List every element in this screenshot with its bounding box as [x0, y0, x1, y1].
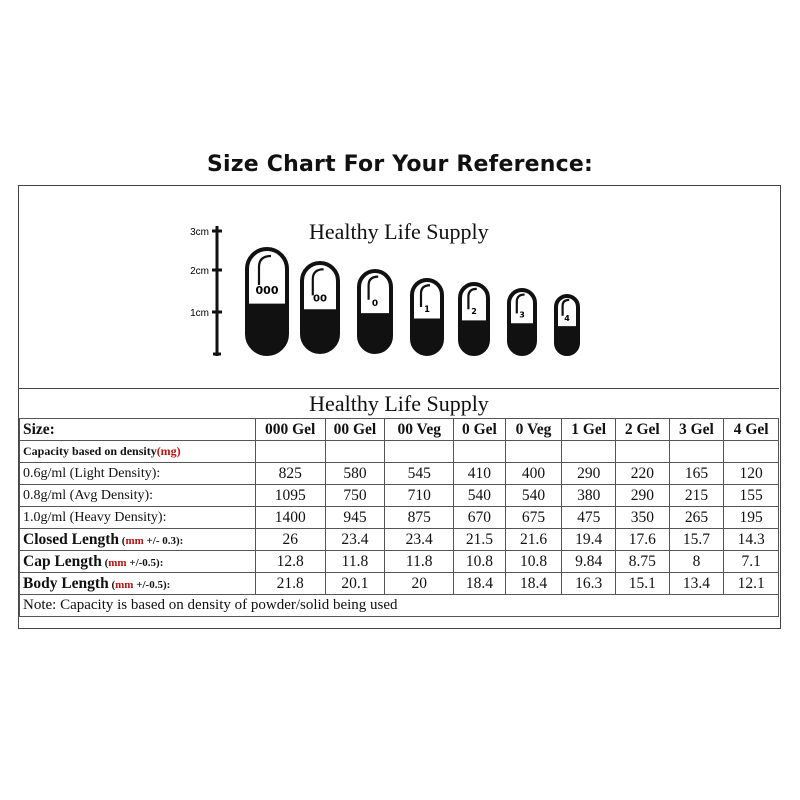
column-header: 00 Gel	[325, 419, 385, 441]
table-cell: 945	[325, 507, 385, 529]
row-label: 0.8g/ml (Avg Density):	[20, 485, 256, 507]
empty-cell	[325, 441, 385, 463]
capsule-000	[247, 249, 287, 354]
table-cell: 750	[325, 485, 385, 507]
empty-cell	[724, 441, 779, 463]
column-header: 1 Gel	[562, 419, 616, 441]
capsule-label: 1	[424, 303, 430, 314]
capsule-1	[412, 280, 442, 354]
size-label: Size:	[20, 419, 256, 441]
capsule-label: 3	[519, 310, 525, 320]
table-cell: 8.75	[616, 551, 670, 573]
table-cell: 165	[669, 463, 724, 485]
table-cell: 545	[385, 463, 454, 485]
size-table	[19, 389, 779, 617]
row-label: Closed Length (mm +/- 0.3):	[20, 529, 256, 551]
capacity-header: Capacity based on density(mg)	[20, 441, 256, 463]
table-row	[20, 529, 779, 551]
capsule-label: 4	[564, 313, 570, 323]
table-cell: 10.8	[454, 551, 506, 573]
empty-cell	[616, 441, 670, 463]
table-cell: 670	[454, 507, 506, 529]
table-cell: 18.4	[454, 573, 506, 595]
column-header: 3 Gel	[669, 419, 724, 441]
table-cell: 195	[724, 507, 779, 529]
table-cell: 10.8	[505, 551, 562, 573]
column-header: 00 Veg	[385, 419, 454, 441]
table-cell: 15.7	[669, 529, 724, 551]
table-cell: 21.8	[255, 573, 325, 595]
scale-label-2cm: 2cm	[190, 266, 209, 277]
page-title: Size Chart For Your Reference:	[207, 152, 593, 177]
capsule-diagram	[19, 186, 779, 389]
table-cell: 23.4	[385, 529, 454, 551]
table-brand: Healthy Life Supply	[20, 389, 779, 419]
note-text: Note: Capacity is based on density of powder/solid being used	[20, 595, 779, 617]
table-cell: 21.5	[454, 529, 506, 551]
scale-label-3cm: 3cm	[190, 227, 209, 238]
row-label: 1.0g/ml (Heavy Density):	[20, 507, 256, 529]
empty-cell	[255, 441, 325, 463]
table-cell: 380	[562, 485, 616, 507]
scale-label-1cm: 1cm	[190, 308, 209, 319]
capsule-2	[460, 284, 488, 354]
capsule-4	[556, 296, 578, 354]
capsule-3	[509, 290, 535, 354]
size-chart-frame	[18, 185, 781, 629]
header-row	[20, 419, 779, 441]
empty-cell	[505, 441, 562, 463]
row-label: 0.6g/ml (Light Density):	[20, 463, 256, 485]
table-row	[20, 463, 779, 485]
table-row	[20, 551, 779, 573]
capsule-illustration	[19, 186, 779, 388]
table-cell: 17.6	[616, 529, 670, 551]
table-cell: 220	[616, 463, 670, 485]
empty-cell	[385, 441, 454, 463]
table-cell: 215	[669, 485, 724, 507]
table-row	[20, 507, 779, 529]
table-cell: 9.84	[562, 551, 616, 573]
capsule-label: 00	[312, 293, 328, 305]
column-header: 0 Veg	[505, 419, 562, 441]
capsule-label: 0	[371, 298, 379, 309]
empty-cell	[669, 441, 724, 463]
table-row	[20, 485, 779, 507]
table-cell: 11.8	[385, 551, 454, 573]
table-cell: 400	[505, 463, 562, 485]
table-cell: 15.1	[616, 573, 670, 595]
table-cell: 290	[616, 485, 670, 507]
capsule-label: 2	[471, 307, 477, 317]
table-row	[20, 573, 779, 595]
table-cell: 26	[255, 529, 325, 551]
table-cell: 350	[616, 507, 670, 529]
row-label: Body Length (mm +/-0.5):	[20, 573, 256, 595]
column-header: 4 Gel	[724, 419, 779, 441]
capsule-00	[302, 263, 338, 352]
table-cell: 8	[669, 551, 724, 573]
table-cell: 18.4	[505, 573, 562, 595]
table-cell: 12.1	[724, 573, 779, 595]
empty-cell	[454, 441, 506, 463]
column-header: 0 Gel	[454, 419, 506, 441]
capacity-header-row	[20, 441, 779, 463]
table-cell: 12.8	[255, 551, 325, 573]
capsule-0	[359, 271, 391, 352]
table-cell: 875	[385, 507, 454, 529]
capsule-label: 000	[255, 284, 279, 298]
diagram-brand: Healthy Life Supply	[309, 219, 489, 244]
table-cell: 16.3	[562, 573, 616, 595]
column-header: 000 Gel	[255, 419, 325, 441]
table-cell: 580	[325, 463, 385, 485]
table-brand-row	[20, 389, 779, 419]
table-cell: 120	[724, 463, 779, 485]
table-cell: 1400	[255, 507, 325, 529]
table-cell: 540	[505, 485, 562, 507]
table-cell: 21.6	[505, 529, 562, 551]
table-cell: 20	[385, 573, 454, 595]
table-cell: 540	[454, 485, 506, 507]
table-cell: 675	[505, 507, 562, 529]
table-cell: 265	[669, 507, 724, 529]
row-label: Cap Length (mm +/-0.5):	[20, 551, 256, 573]
table-cell: 19.4	[562, 529, 616, 551]
table-cell: 410	[454, 463, 506, 485]
table-cell: 1095	[255, 485, 325, 507]
table-cell: 7.1	[724, 551, 779, 573]
table-cell: 20.1	[325, 573, 385, 595]
capsule-group	[247, 249, 578, 354]
table-cell: 475	[562, 507, 616, 529]
table-cell: 825	[255, 463, 325, 485]
table-cell: 14.3	[724, 529, 779, 551]
table-cell: 155	[724, 485, 779, 507]
table-cell: 13.4	[669, 573, 724, 595]
table-cell: 23.4	[325, 529, 385, 551]
table-cell: 290	[562, 463, 616, 485]
empty-cell	[562, 441, 616, 463]
note-row	[20, 595, 779, 617]
table-cell: 11.8	[325, 551, 385, 573]
table-cell: 710	[385, 485, 454, 507]
column-header: 2 Gel	[616, 419, 670, 441]
